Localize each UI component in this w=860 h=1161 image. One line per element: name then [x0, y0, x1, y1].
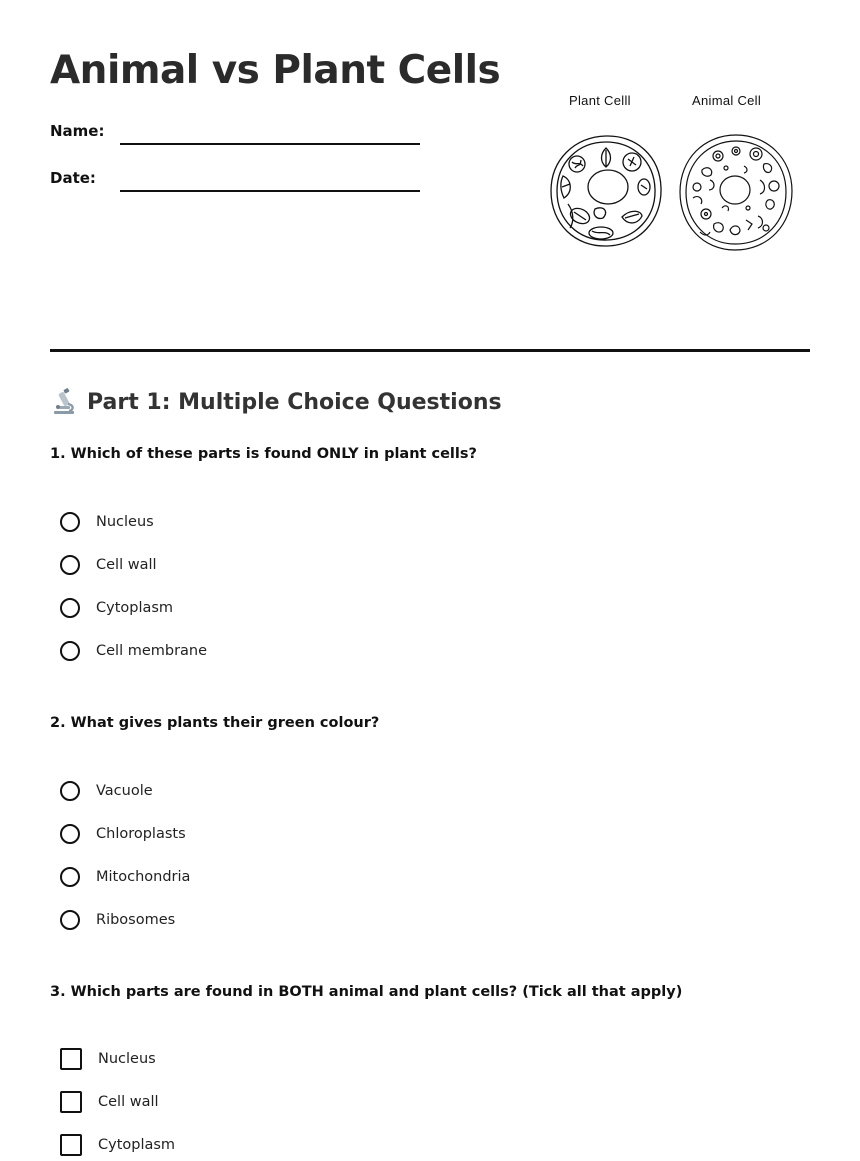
radio-button[interactable]	[60, 641, 80, 661]
plant-cell-drawing-icon	[548, 132, 664, 250]
q2-option-chloroplasts[interactable]	[60, 822, 186, 846]
q3-option-cytoplasm[interactable]	[60, 1133, 175, 1157]
cell-illustration	[545, 88, 795, 258]
microscope-icon	[50, 388, 78, 416]
q1-option-cell-wall[interactable]	[60, 553, 157, 577]
radio-button[interactable]	[60, 867, 80, 887]
section-title: Part 1: Multiple Choice Questions	[87, 389, 502, 415]
q2-option-ribosomes[interactable]	[60, 908, 175, 932]
q1-option-cell-membrane[interactable]	[60, 639, 207, 663]
animal-cell-caption: Animal Cell	[692, 93, 762, 108]
option-label: Vacuole	[96, 783, 153, 799]
q3-option-cell-wall[interactable]	[60, 1090, 159, 1114]
q2-option-mitochondria[interactable]	[60, 865, 190, 889]
section-divider	[50, 349, 810, 352]
option-label: Cytoplasm	[96, 600, 174, 616]
checkbox[interactable]	[60, 1134, 82, 1156]
radio-button[interactable]	[60, 598, 80, 618]
q1-option-cytoplasm[interactable]	[60, 596, 173, 620]
question-1: 1. Which of these parts is found ONLY in plant cells?	[50, 446, 477, 462]
q3-option-nucleus[interactable]	[60, 1047, 156, 1071]
option-label: Cell wall	[96, 557, 157, 573]
q1-option-nucleus[interactable]	[60, 510, 154, 534]
radio-button[interactable]	[60, 555, 80, 575]
plant-cell-caption: Plant Celll	[569, 93, 631, 108]
radio-button[interactable]	[60, 781, 80, 801]
animal-cell-drawing-icon	[678, 132, 794, 252]
page-title: Animal vs Plant Cells	[50, 48, 501, 93]
option-label: Chloroplasts	[96, 826, 186, 842]
date-label: Date:	[50, 169, 96, 187]
option-label: Nucleus	[98, 1051, 156, 1067]
date-field[interactable]	[120, 190, 420, 192]
radio-button[interactable]	[60, 824, 80, 844]
option-label: Mitochondria	[96, 869, 191, 885]
question-3: 3. Which parts are found in BOTH animal and plant cells? (Tick all that apply)	[50, 984, 683, 1000]
option-label: Ribosomes	[96, 912, 176, 928]
option-label: Nucleus	[96, 514, 154, 530]
checkbox[interactable]	[60, 1048, 82, 1070]
name-field[interactable]	[120, 143, 420, 145]
option-label: Cell wall	[98, 1094, 159, 1110]
option-label: Cell membrane	[96, 643, 208, 659]
question-2: 2. What gives plants their green colour?	[50, 715, 380, 731]
name-label: Name:	[50, 122, 105, 140]
radio-button[interactable]	[60, 512, 80, 532]
q2-option-vacuole[interactable]	[60, 779, 153, 803]
radio-button[interactable]	[60, 910, 80, 930]
option-label: Cytoplasm	[98, 1137, 176, 1153]
checkbox[interactable]	[60, 1091, 82, 1113]
section-heading	[50, 388, 502, 416]
